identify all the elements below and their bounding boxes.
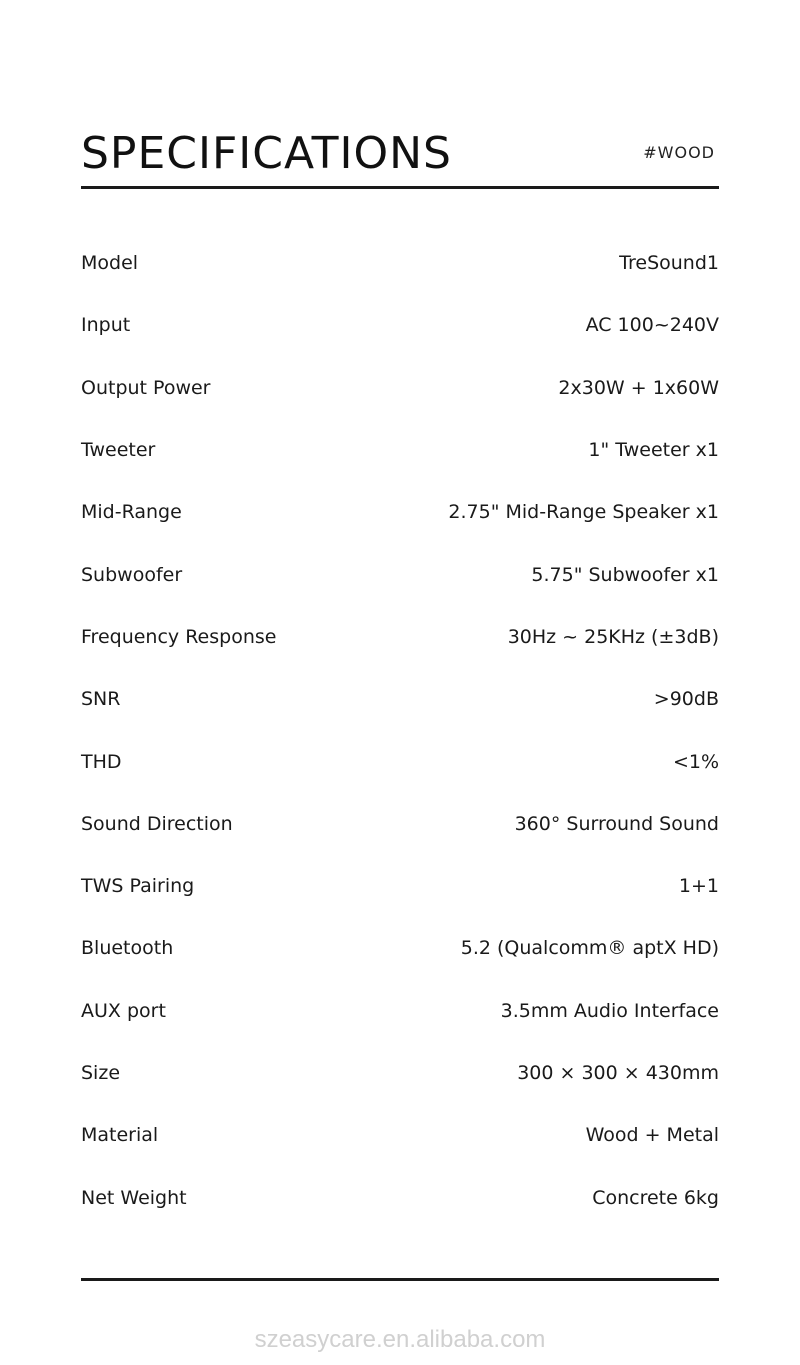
spec-row-aux-port (81, 980, 719, 1042)
spec-label: Sound Direction (81, 812, 233, 835)
spec-value: <1% (672, 750, 719, 773)
spec-label: Mid-Range (81, 501, 182, 524)
spec-value: 2.75" Mid-Range Speaker x1 (448, 501, 719, 524)
spec-value: 360° Surround Sound (514, 812, 719, 835)
watermark: szeasycare.en.alibaba.com (254, 1326, 546, 1353)
page-title: SPECIFICATIONS (81, 128, 452, 179)
spec-label: SNR (81, 688, 121, 711)
spec-value: 5.75" Subwoofer x1 (531, 563, 719, 586)
spec-table (81, 232, 719, 1229)
spec-label: AUX port (81, 999, 166, 1022)
spec-label: Net Weight (81, 1186, 187, 1209)
spec-value: 5.2 (Qualcomm® aptX HD) (460, 937, 719, 960)
spec-label: Subwoofer (81, 563, 183, 586)
wood-tag: #WOOD (643, 143, 715, 162)
spec-row-frequency-response (81, 606, 719, 668)
spec-label: Input (81, 314, 131, 337)
spec-value: 1" Tweeter x1 (588, 439, 719, 462)
spec-value: AC 100~240V (585, 314, 719, 337)
spec-value: 1+1 (678, 875, 719, 898)
spec-row-bluetooth (81, 917, 719, 979)
spec-row-snr (81, 668, 719, 730)
spec-value: 30Hz ~ 25KHz (±3dB) (507, 625, 719, 648)
spec-value: 3.5mm Audio Interface (500, 999, 719, 1022)
spec-value: Concrete 6kg (592, 1186, 719, 1209)
spec-row-tweeter (81, 419, 719, 481)
spec-row-thd (81, 730, 719, 792)
spec-label: Size (81, 1062, 121, 1084)
spec-row-model (81, 232, 719, 294)
spec-label: Tweeter (81, 439, 156, 462)
spec-label: Bluetooth (81, 937, 174, 960)
header (81, 126, 719, 189)
spec-value: 300 × 300 × 430mm (517, 1062, 719, 1084)
spec-value: 2x30W + 1x60W (558, 376, 719, 399)
spec-value: >90dB (653, 688, 719, 711)
spec-row-material (81, 1104, 719, 1166)
spec-row-mid-range (81, 481, 719, 543)
spec-value: TreSound1 (619, 252, 719, 275)
spec-label: Model (81, 252, 139, 275)
spec-label: Frequency Response (81, 625, 277, 648)
spec-label: TWS Pairing (81, 875, 195, 898)
spec-value: Wood + Metal (585, 1124, 719, 1147)
spec-label: Material (81, 1124, 159, 1147)
spec-label: Output Power (81, 376, 211, 399)
spec-row-subwoofer (81, 543, 719, 605)
spec-label: THD (81, 750, 122, 773)
footer-divider (81, 1278, 719, 1281)
spec-row-net-weight (81, 1166, 719, 1228)
spec-row-input (81, 294, 719, 356)
spec-row-size (81, 1042, 719, 1104)
spec-row-tws-pairing (81, 855, 719, 917)
spec-row-output-power (81, 357, 719, 419)
spec-row-sound-direction (81, 793, 719, 855)
